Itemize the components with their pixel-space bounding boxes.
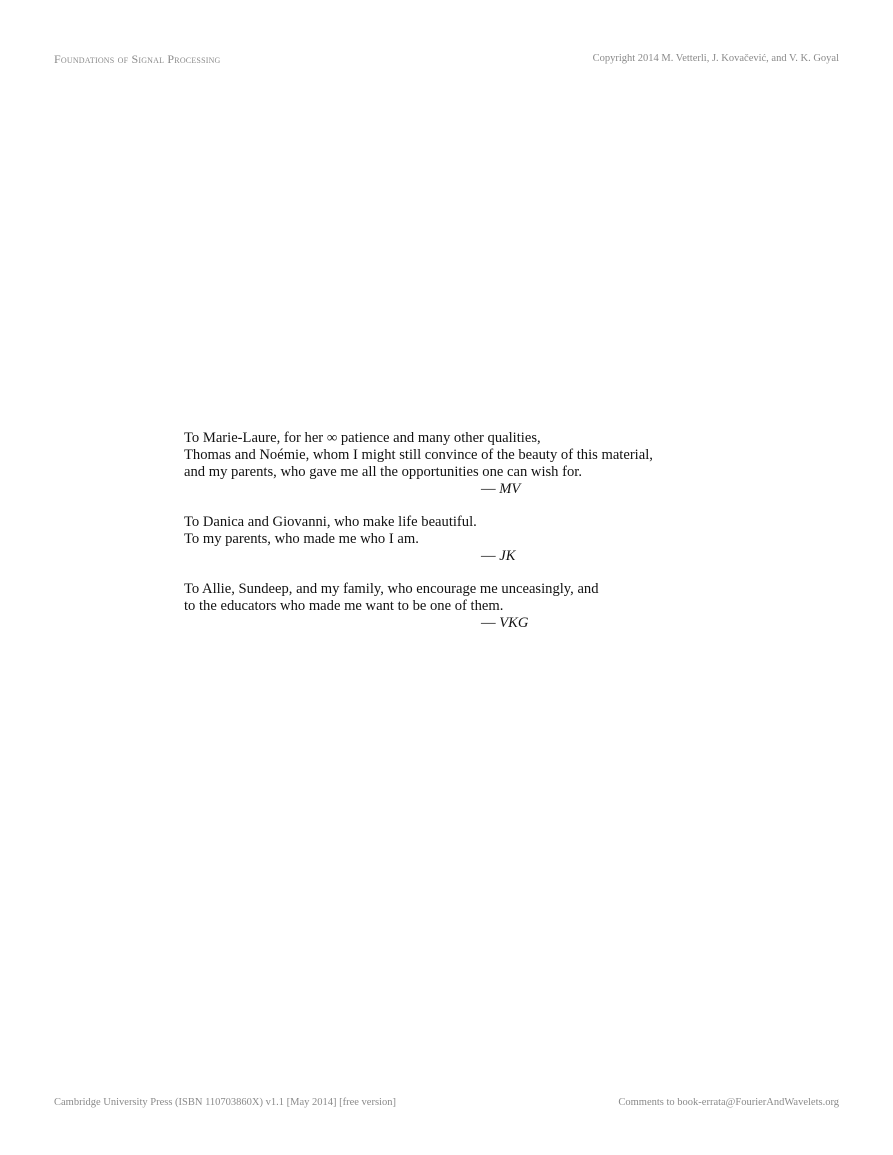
- signature-jk: [184, 548, 744, 565]
- running-header: [54, 52, 839, 68]
- errata-contact: Comments to book-errata@FourierAndWavelets.org: [618, 1097, 839, 1108]
- dedication-vkg: [184, 581, 744, 632]
- dedication-line: To Allie, Sundeep, and my family, who encourage me unceasingly, and: [184, 581, 599, 597]
- signature-dash: —: [481, 481, 496, 497]
- running-footer: [54, 1097, 839, 1111]
- signature-initials: MV: [499, 481, 521, 497]
- dedication-line: To Danica and Giovanni, who make life beautiful.: [184, 514, 477, 530]
- signature-initials: VKG: [499, 615, 529, 631]
- signature-mv: [184, 481, 744, 498]
- dedication-section: [184, 430, 744, 648]
- dedication-line: To my parents, who made me who I am.: [184, 531, 419, 547]
- publisher-info: Cambridge University Press (ISBN 110703860X) v1.1 [May 2014] [free version]: [54, 1097, 396, 1108]
- dedication-line: Thomas and Noémie, whom I might still convince of the beauty of this material,: [184, 447, 653, 463]
- dedication-line: to the educators who made me want to be one of them.: [184, 598, 504, 614]
- signature-dash: —: [481, 615, 496, 631]
- copyright-notice: Copyright 2014 M. Vetterli, J. Kovačević, and V. K. Goyal: [592, 53, 839, 64]
- book-title: Foundations of Signal Processing: [54, 52, 221, 66]
- dedication-line: To Marie-Laure, for her ∞ patience and many other qualities,: [184, 430, 541, 446]
- signature-vkg: [184, 615, 744, 632]
- signature-initials: JK: [499, 548, 516, 564]
- signature-dash: —: [481, 548, 496, 564]
- dedication-jk: [184, 514, 744, 565]
- dedication-line: and my parents, who gave me all the opportunities one can wish for.: [184, 464, 582, 480]
- dedication-mv: [184, 430, 744, 498]
